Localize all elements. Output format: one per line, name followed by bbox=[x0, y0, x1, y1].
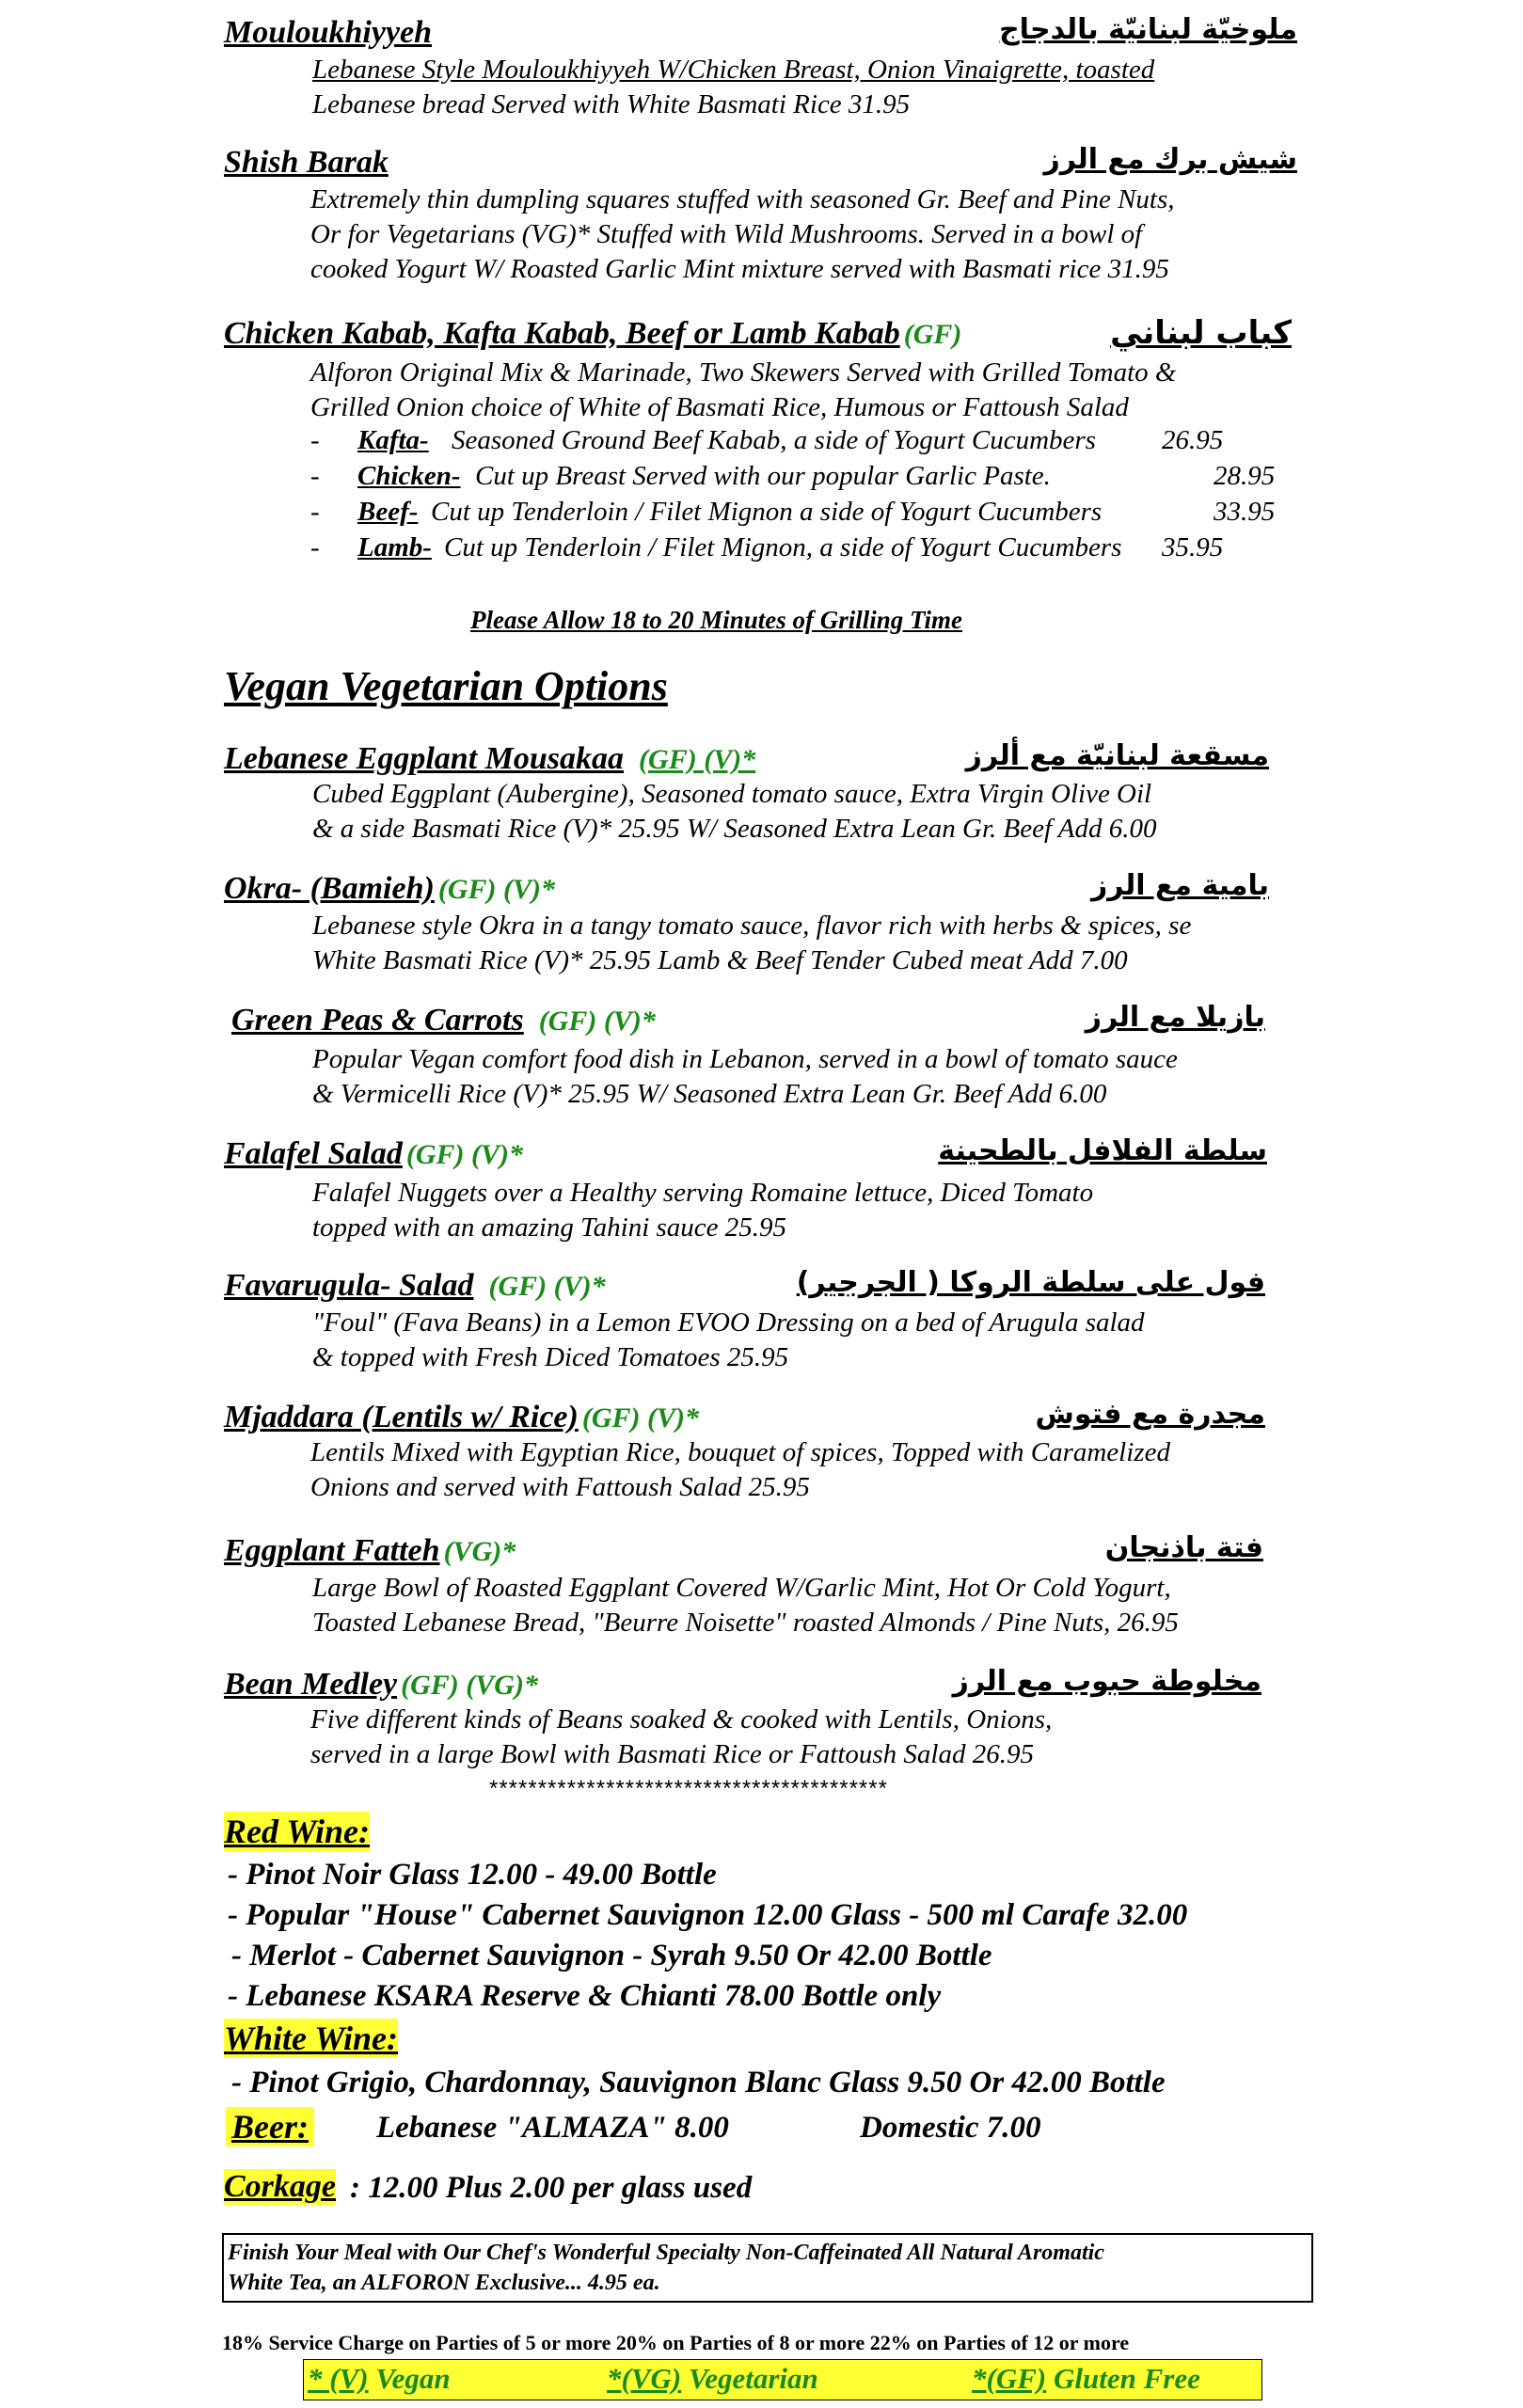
legend-gluten-free bbox=[972, 2362, 1200, 2396]
dish-name-kabab: Chicken Kabab, Kafta Kabab, Beef or Lamb Kabab bbox=[224, 316, 900, 351]
bullet-dash: - bbox=[310, 425, 320, 455]
desc-line: Extremely thin dumpling squares stuffed with seasoned Gr. Beef and Pine Nuts, bbox=[310, 184, 1175, 214]
diet-legend bbox=[303, 2359, 1262, 2400]
dish-desc-kabab bbox=[310, 356, 1308, 425]
dish-tags: (VG)* bbox=[443, 1536, 516, 1567]
desc-line: topped with an amazing Tahini sauce 25.95 bbox=[312, 1212, 787, 1243]
dish-name: Falafel Salad bbox=[224, 1136, 403, 1171]
bullet-dash: - bbox=[310, 497, 320, 527]
dish-arabic-kabab: كباب لبناني bbox=[1110, 314, 1292, 352]
option-price: 26.95 bbox=[1162, 425, 1224, 455]
kabab-options-list bbox=[310, 425, 1298, 568]
vegan-heading: Vegan Vegetarian Options bbox=[224, 663, 668, 709]
legend-label: Vegan bbox=[375, 2362, 451, 2395]
dish-name: Eggplant Fatteh bbox=[224, 1533, 440, 1568]
dish-header-falafel bbox=[224, 1136, 523, 1172]
desc-line: Popular Vegan comfort food dish in Lebanon, served in a bowl of tomato sauce bbox=[312, 1044, 1178, 1074]
dish-arabic-falafel: سلطة الفلافل بالطحينة bbox=[938, 1134, 1267, 1167]
desc-line: Lebanese Style Mouloukhiyyeh W/Chicken Breast, Onion Vinaigrette, toasted bbox=[312, 55, 1155, 85]
dish-desc-mousakaa bbox=[312, 777, 1300, 847]
dish-name-mouloukhiyyeh: Mouloukhiyyeh bbox=[224, 15, 433, 50]
option-name: Beef- bbox=[357, 497, 419, 527]
dish-tags: (GF) (V)* bbox=[437, 874, 555, 905]
desc-line: Grilled Onion choice of White of Basmati Rice, Humous or Fattoush Salad bbox=[310, 392, 1129, 422]
beer-heading: Beer: bbox=[226, 2107, 314, 2147]
beer-lebanese: Lebanese "ALMAZA" 8.00 bbox=[376, 2111, 729, 2145]
corkage-heading: Corkage bbox=[224, 2169, 336, 2204]
desc-line: "Foul" (Fava Beans) in a Lemon EVOO Dressing on a bed of Arugula salad bbox=[312, 1307, 1145, 1338]
dish-tags-kabab: (GF) bbox=[903, 319, 962, 350]
option-price: 33.95 bbox=[1214, 497, 1276, 527]
white-wine-heading: White Wine: bbox=[224, 2020, 399, 2057]
dish-tags: (GF) (VG)* bbox=[401, 1670, 538, 1701]
dish-tags: (GF) (V)* bbox=[581, 1402, 699, 1434]
dish-arabic-mjaddara: مجدرة مع فتوش bbox=[1035, 1398, 1265, 1431]
dish-header-mjaddara bbox=[224, 1400, 699, 1435]
dish-desc-favarugula bbox=[312, 1306, 1309, 1375]
red-wine-list bbox=[228, 1855, 1187, 2017]
dish-arabic-bean-medley: مخلوطة حبوب مع الرز bbox=[952, 1665, 1261, 1698]
white-wine-item: - Pinot Grigio, Chardonnay, Sauvignon Blanc Glass 9.50 Or 42.00 Bottle bbox=[231, 2066, 1166, 2099]
dish-name: Green Peas & Carrots bbox=[231, 1003, 524, 1038]
desc-line: Onions and served with Fattoush Salad 25.95 bbox=[310, 1472, 810, 1502]
dish-header-mousakaa bbox=[224, 741, 755, 777]
option-text: Cut up Tenderloin / Filet Mignon a side of Yogurt Cucumbers bbox=[431, 497, 1103, 527]
tea-box-text bbox=[224, 2235, 1311, 2301]
option-name: Chicken- bbox=[357, 461, 461, 491]
dish-arabic-favarugula: فول على سلطة الروكا ( الجرجير) bbox=[796, 1266, 1265, 1299]
wine-item: - Pinot Noir Glass 12.00 - 49.00 Bottle bbox=[228, 1858, 717, 1892]
legend-code: *(VG) bbox=[607, 2362, 682, 2395]
dish-header-fatteh bbox=[224, 1533, 516, 1569]
desc-line: & topped with Fresh Diced Tomatoes 25.95 bbox=[312, 1342, 789, 1372]
kabab-option-kafta bbox=[310, 425, 1298, 461]
dish-name: Lebanese Eggplant Mousakaa bbox=[224, 741, 625, 776]
desc-line: Cubed Eggplant (Aubergine), Seasoned tomato sauce, Extra Virgin Olive Oil bbox=[312, 779, 1152, 809]
tea-box bbox=[222, 2233, 1313, 2303]
tea-line: White Tea, an ALFORON Exclusive... 4.95 ea. bbox=[228, 2271, 660, 2295]
dish-header-favarugula bbox=[224, 1268, 606, 1304]
desc-line: Falafel Nuggets over a Healthy serving Romaine lettuce, Diced Tomato bbox=[312, 1178, 1094, 1208]
dish-arabic-okra: بامية مع الرز bbox=[1091, 869, 1269, 902]
dish-desc-bean-medley bbox=[310, 1703, 1308, 1772]
dish-header-kabab bbox=[224, 316, 961, 352]
dish-tags: (GF) (V)* bbox=[639, 744, 756, 775]
legend-vegan bbox=[308, 2362, 451, 2396]
dish-tags: (GF) (V)* bbox=[538, 1006, 656, 1037]
dish-arabic-mouloukhiyyeh: ملوخيّة لبنانيّة بالدجاج bbox=[999, 13, 1297, 46]
dish-desc-mjaddara bbox=[310, 1435, 1308, 1505]
desc-line: served in a large Bowl with Basmati Rice or Fattoush Salad 26.95 bbox=[310, 1739, 1034, 1769]
dish-arabic-peas: بازيلا مع الرز bbox=[1085, 1001, 1265, 1034]
beer-domestic: Domestic 7.00 bbox=[860, 2111, 1041, 2145]
dish-tags: (GF) (V)* bbox=[405, 1139, 523, 1170]
dish-desc-fatteh bbox=[312, 1571, 1319, 1640]
kabab-option-chicken bbox=[310, 461, 1298, 497]
wine-item: - Merlot - Cabernet Sauvignon - Syrah 9.50 Or 42.00 Bottle bbox=[231, 1939, 992, 1972]
option-price: 35.95 bbox=[1162, 532, 1224, 562]
tea-line: Finish Your Meal with Our Chef's Wonderful Specialty Non-Caffeinated All Natural Aromatic bbox=[228, 2241, 1104, 2265]
option-name: Kafta- bbox=[357, 425, 429, 455]
dish-desc-okra bbox=[312, 909, 1309, 978]
dish-tags: (GF) (V)* bbox=[488, 1271, 606, 1302]
option-text: Cut up Breast Served with our popular Garlic Paste. bbox=[475, 461, 1051, 491]
legend-code: *(GF) bbox=[972, 2362, 1047, 2395]
dish-header-bean-medley bbox=[224, 1667, 538, 1703]
option-text: Cut up Tenderloin / Filet Mignon, a side of Yogurt Cucumbers bbox=[444, 532, 1122, 562]
dish-header-okra bbox=[224, 871, 555, 907]
desc-line: Or for Vegetarians (VG)* Stuffed with Wild Mushrooms. Served in a bowl of bbox=[310, 219, 1143, 249]
wine-item: - Lebanese KSARA Reserve & Chianti 78.00 Bottle only bbox=[228, 1979, 942, 2013]
separator: ***************************************** bbox=[489, 1776, 888, 1801]
legend-label: Gluten Free bbox=[1053, 2362, 1200, 2395]
desc-line: cooked Yogurt W/ Roasted Garlic Mint mixture served with Basmati rice 31.95 bbox=[310, 254, 1169, 284]
dish-arabic-fatteh: فتة باذنجان bbox=[1104, 1531, 1263, 1564]
desc-line: Lebanese style Okra in a tangy tomato sauce, flavor rich with herbs & spices, se bbox=[312, 911, 1192, 941]
corkage-text: : 12.00 Plus 2.00 per glass used bbox=[350, 2171, 753, 2205]
dish-header-peas bbox=[231, 1003, 656, 1038]
dish-name: Favarugula- Salad bbox=[224, 1268, 474, 1303]
legend-label: Vegetarian bbox=[688, 2362, 818, 2395]
red-wine-heading: Red Wine: bbox=[224, 1813, 371, 1850]
legend-code: * (V) bbox=[308, 2362, 369, 2395]
dish-name: Okra- (Bamieh) bbox=[224, 871, 435, 906]
option-price: 28.95 bbox=[1214, 461, 1276, 491]
kabab-option-lamb bbox=[310, 532, 1298, 568]
desc-line: & Vermicelli Rice (V)* 25.95 W/ Seasoned Extra Lean Gr. Beef Add 6.00 bbox=[312, 1079, 1107, 1109]
dish-arabic-mousakaa: مسقعة لبنانيّة مع ألرز bbox=[965, 739, 1269, 772]
grill-note: Please Allow 18 to 20 Minutes of Grilling Time bbox=[470, 606, 963, 634]
desc-line: Large Bowl of Roasted Eggplant Covered W/Garlic Mint, Hot Or Cold Yogurt, bbox=[312, 1573, 1171, 1603]
desc-line: Lentils Mixed with Egyptian Rice, bouquet of spices, Topped with Caramelized bbox=[310, 1437, 1170, 1467]
desc-line: White Basmati Rice (V)* 25.95 Lamb & Beef Tender Cubed meat Add 7.00 bbox=[312, 945, 1128, 975]
desc-line: Lebanese bread Served with White Basmati Rice 31.95 bbox=[312, 89, 911, 119]
dish-name: Mjaddara (Lentils w/ Rice) bbox=[224, 1400, 579, 1434]
desc-line: Toasted Lebanese Bread, "Beurre Noisette" roasted Almonds / Pine Nuts, 26.95 bbox=[312, 1608, 1179, 1638]
desc-line: & a side Basmati Rice (V)* 25.95 W/ Seasoned Extra Lean Gr. Beef Add 6.00 bbox=[312, 814, 1157, 844]
dish-desc-shish-barak bbox=[310, 182, 1308, 287]
bullet-dash: - bbox=[310, 461, 320, 491]
dish-name: Bean Medley bbox=[224, 1667, 398, 1702]
option-text: Seasoned Ground Beef Kabab, a side of Yogurt Cucumbers bbox=[452, 425, 1096, 455]
wine-item: - Popular "House" Cabernet Sauvignon 12.00 Glass - 500 ml Carafe 32.00 bbox=[228, 1898, 1188, 1932]
kabab-option-beef bbox=[310, 497, 1298, 532]
dish-name-shish-barak: Shish Barak bbox=[224, 145, 389, 180]
desc-line: Alforon Original Mix & Marinade, Two Skewers Served with Grilled Tomato & bbox=[310, 357, 1177, 388]
dish-desc-falafel bbox=[312, 1176, 1309, 1245]
desc-line: Five different kinds of Beans soaked & cooked with Lentils, Onions, bbox=[310, 1704, 1053, 1735]
legend-vegetarian bbox=[607, 2362, 818, 2396]
service-charge: 18% Service Charge on Parties of 5 or more 20% on Parties of 8 or more 22% on Parties of 12 or more bbox=[222, 2331, 1130, 2354]
dish-desc-peas bbox=[312, 1042, 1309, 1112]
bullet-dash: - bbox=[310, 532, 320, 562]
option-name: Lamb- bbox=[357, 532, 432, 562]
dish-arabic-shish-barak: شيش برك مع الرز bbox=[1043, 143, 1297, 176]
dish-desc-mouloukhiyyeh bbox=[312, 53, 1300, 122]
